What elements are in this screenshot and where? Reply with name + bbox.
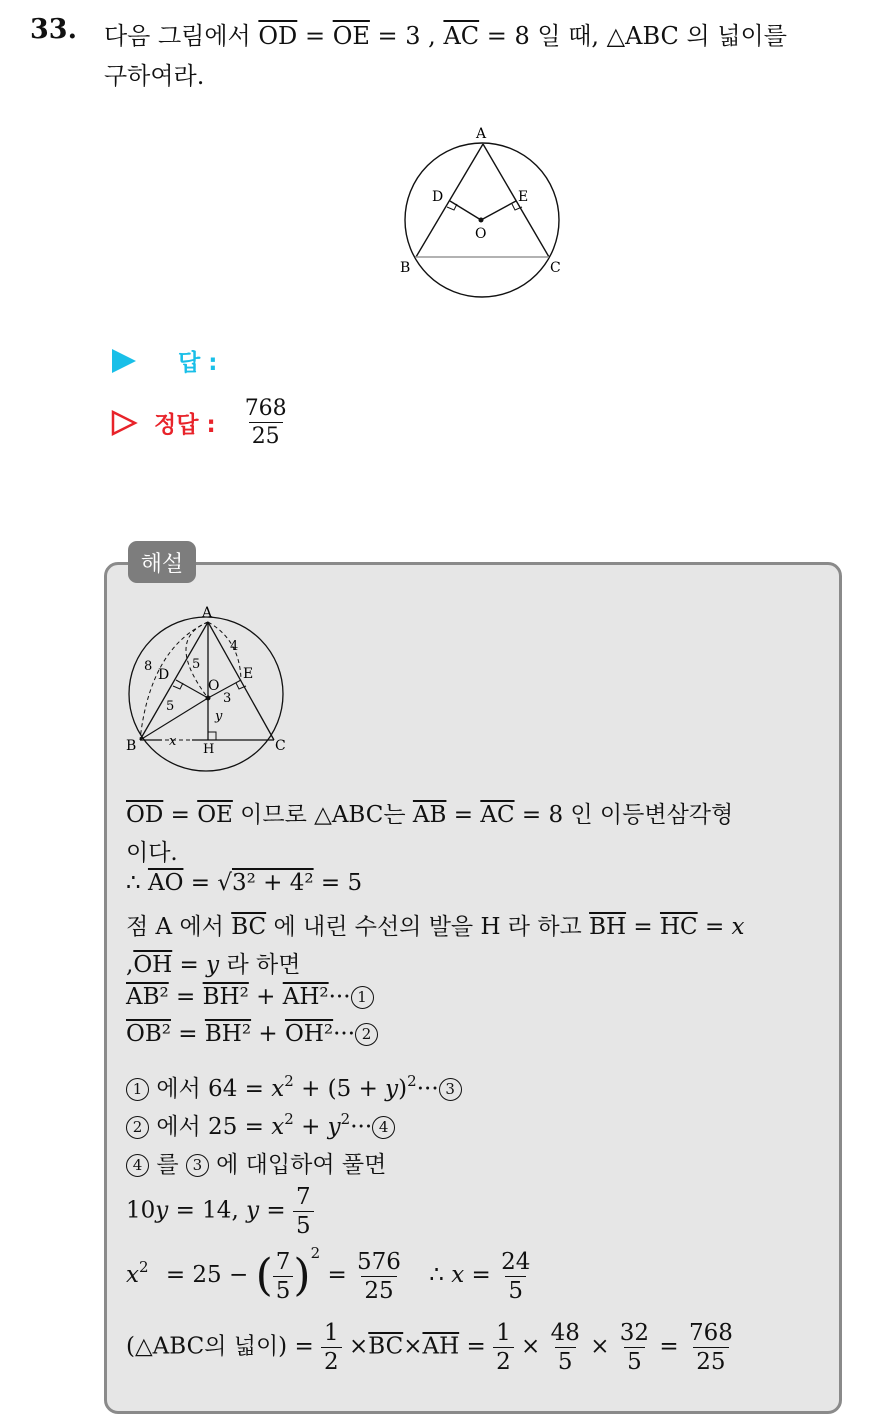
answer-blank-label: 답 : bbox=[178, 350, 218, 376]
solution-line-4: 점 A 에서 $\overline{BC}$ 에 내린 수선의 발을 H 라 하고 $\overline{BH} = \overline{HC} = x$ bbox=[126, 914, 745, 940]
solution-tab: 해설 bbox=[128, 541, 196, 583]
solution-line-1: $\overline{OD} = \overline{OE}$ 이므로 △ABC는 $\overline{AB} = \overline{AC} = 8$ 인 이등변삼각형 bbox=[126, 802, 734, 828]
label-e: E bbox=[518, 189, 529, 205]
solution-line-9: 2 에서 $25 = x^2 + y^2\cdot\cdot\cdot 4$ bbox=[126, 1108, 395, 1141]
svg-text:5: 5 bbox=[192, 657, 201, 672]
solution-line-8: 1 에서 $64 = x^2 + (5 + y)^2\cdot\cdot\cdot 3$ bbox=[126, 1070, 462, 1103]
center-point bbox=[479, 218, 484, 223]
svg-text:C: C bbox=[275, 738, 286, 754]
answer-correct-row bbox=[110, 396, 290, 449]
label-c: C bbox=[550, 260, 561, 276]
solution-line-2: 이다. bbox=[126, 840, 178, 866]
label-a: A bbox=[476, 126, 487, 142]
solution-line-6: AB² = BH² + AH²··· 1 bbox=[126, 984, 374, 1010]
svg-text:4: 4 bbox=[230, 639, 239, 654]
svg-text:O: O bbox=[208, 678, 220, 694]
answer-value: $\frac{768}{25}$ bbox=[244, 396, 287, 449]
solution-line-5: $,\overline{OH} = y$ 라 하면 bbox=[126, 952, 301, 978]
side-ac bbox=[483, 144, 549, 257]
solution-line-13: (△ABC의 넓이) = $\frac{1}{2}$ $\times\overline{BC}\times\overline{AH}$ = $\frac{1}{2}$ × $\frac{48}{5}$ × $\frac{32}{5}$ = $\frac{768}{25}$ bbox=[126, 1320, 733, 1375]
solution-line-3: ∴ $\overline{AO} = √3^2 + 4^2 = 5$ bbox=[126, 870, 363, 896]
question-line-2: 구하여라. bbox=[104, 62, 205, 90]
play-triangle-icon bbox=[110, 347, 138, 375]
solution-line-7: OB² = BH² + OH²··· 2 bbox=[126, 1021, 378, 1047]
outline-triangle-icon bbox=[110, 409, 138, 437]
answer-blank-row bbox=[110, 344, 217, 377]
svg-text:3: 3 bbox=[223, 691, 232, 706]
solution-line-12: $x^2 = 25$ − ( $\frac{7}{5}$ )$^2$ = $\frac{576}{25}$ ∴ x = $\frac{24}{5}$ bbox=[126, 1244, 531, 1304]
solution-line-11: 10y = 14, y = $\frac{7}{5}$ bbox=[126, 1184, 314, 1239]
question-number: 33. bbox=[30, 14, 77, 45]
svg-text:B: B bbox=[126, 738, 137, 754]
segment-oe bbox=[481, 201, 516, 220]
label-d: D bbox=[432, 189, 444, 205]
geometry-figure bbox=[390, 120, 580, 310]
svg-text:E: E bbox=[243, 666, 254, 682]
label-b: B bbox=[400, 260, 411, 276]
svg-text:x: x bbox=[169, 734, 177, 749]
side-ab bbox=[416, 144, 483, 257]
svg-text:8: 8 bbox=[144, 659, 153, 674]
svg-text:A: A bbox=[202, 605, 213, 621]
svg-text:y: y bbox=[215, 709, 223, 724]
svg-text:5: 5 bbox=[166, 699, 175, 714]
question-line-1: 다음 그림에서 $\overline{OD} = \overline{OE} = 3$ , $\overline{AC} = 8$ 일 때, △ABC 의 넓이를 bbox=[104, 22, 787, 50]
answer-correct-label: 정답 : bbox=[154, 412, 216, 438]
svg-text:H: H bbox=[203, 742, 215, 757]
solution-line-10: 4 를 3 에 대입하여 풀면 bbox=[126, 1146, 386, 1179]
svg-text:D: D bbox=[158, 667, 170, 683]
label-o: O bbox=[475, 226, 487, 242]
solution-figure bbox=[122, 600, 292, 780]
segment-od bbox=[450, 201, 481, 220]
